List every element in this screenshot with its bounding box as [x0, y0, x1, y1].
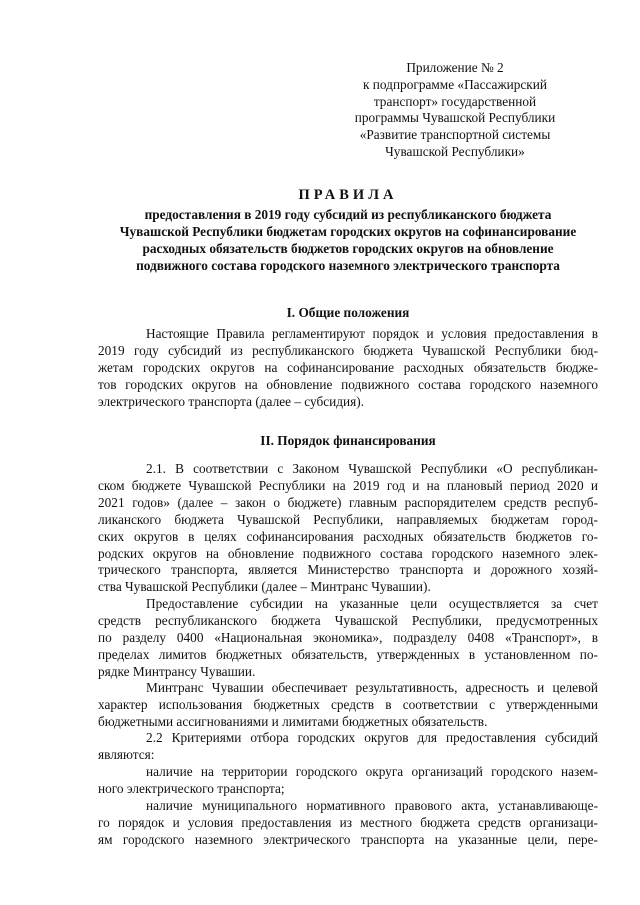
section-2-paragraph-6	[98, 798, 598, 849]
appendix-note	[350, 60, 560, 161]
text-line: бюджетными ассигнованиями и лимитами бюджетных обязательств.	[98, 713, 488, 729]
text-line: по разделу 0400 «Национальная экономика», подразделу 0408 «Транспорт», в	[98, 629, 598, 645]
document-subtitle	[98, 206, 598, 274]
text-line: трического транспорта, является Министерство транспорта и дорожного хозяй-	[98, 562, 598, 578]
appendix-line: Приложение № 2	[406, 60, 504, 75]
document-title-block	[98, 186, 598, 274]
appendix-line: к подпрограмме «Пассажирский	[363, 76, 547, 92]
text-line: Предоставление субсидии на указанные цели осуществляется за счет	[146, 596, 598, 611]
text-line: тов городских округов на обновление подвижного состава городского наземного	[98, 376, 598, 392]
section-1-paragraph	[98, 326, 598, 411]
section-2-heading: II. Порядок финансирования	[260, 433, 436, 448]
section-2-paragraph-2	[98, 596, 598, 681]
text-line: ском бюджете Чувашской Республики на 2019 год и на плановый период 2020 и	[98, 477, 598, 493]
text-line: жетам городских округов на софинансирование расходных обязательств бюдже-	[98, 359, 598, 375]
text-line: рядке Минтрансу Чувашии.	[98, 663, 256, 679]
section-2-paragraph-4	[98, 730, 598, 764]
text-line: 2.2 Критериями отбора городских округов для предоставления субсидий	[146, 730, 598, 745]
appendix-line: программы Чувашской Республики	[354, 110, 556, 126]
text-line: ства Чувашской Республики (далее – Минтранс Чувашии).	[98, 579, 431, 595]
text-line: являются:	[98, 746, 155, 762]
text-line: го порядок и условия предоставления из местного бюджета средств организаци-	[98, 814, 598, 830]
text-line: характер использования бюджетных средств в соответствии с утвержденными	[98, 696, 598, 712]
text-line: Минтранс Чувашии обеспечивает результативность, адресность и целевой	[146, 680, 598, 695]
text-line: ских округов в целях софинансирования расходных обязательств бюджетов го-	[98, 528, 598, 544]
text-line: средств республиканского бюджета Чувашской Республики, предусмотренных	[98, 612, 598, 628]
text-line: 2021 годов» (далее – закон о бюджете) главным распорядителем средств респуб-	[98, 494, 598, 510]
subtitle-line: расходных обязательств бюджетов городских округов на обновление	[142, 241, 554, 256]
appendix-line: транспорт» государственной	[373, 93, 537, 109]
text-line: пределах лимитов бюджетных обязательств, утвержденных в установленном по-	[98, 646, 598, 662]
text-line: Настоящие Правила регламентируют порядок и условия предоставления в	[146, 326, 598, 341]
text-line: электрического транспорта (далее – субсидия).	[98, 393, 365, 409]
text-line: наличие муниципального нормативного правового акта, устанавливающе-	[146, 798, 598, 813]
text-line: ликанского бюджета Чувашской Республики, направляемых бюджетам город-	[98, 511, 598, 527]
text-line: 2.1. В соответствии с Законом Чувашской Республики «О республикан-	[146, 461, 598, 476]
text-line: 2019 году субсидий из республиканского бюджета Чувашской Республики бюд-	[98, 342, 598, 358]
subtitle-line: Чувашской Республики бюджетам городских округов на софинансирование	[119, 224, 577, 239]
appendix-line: «Развитие транспортной системы	[359, 127, 551, 143]
appendix-line: Чувашской Республики»	[385, 143, 525, 159]
text-line: ного электрического транспорта;	[98, 780, 285, 796]
document-title: ПРАВИЛА	[298, 187, 398, 203]
text-line: наличие на территории городского округа организаций городского назем-	[146, 764, 598, 779]
subtitle-line: предоставления в 2019 году субсидий из республиканского бюджета	[144, 207, 552, 222]
section-2-paragraph-3	[98, 680, 598, 731]
section-2-paragraph-1	[98, 461, 598, 596]
section-2-paragraph-5	[98, 764, 598, 798]
text-line: ям городского наземного электрического транспорта на указанные цели, пере-	[98, 831, 598, 847]
section-1-heading: I. Общие положения	[286, 305, 410, 320]
text-line: родских округов на обновление подвижного состава городского наземного элек-	[98, 545, 598, 561]
subtitle-line: подвижного состава городского наземного электрического транспорта	[136, 258, 560, 273]
